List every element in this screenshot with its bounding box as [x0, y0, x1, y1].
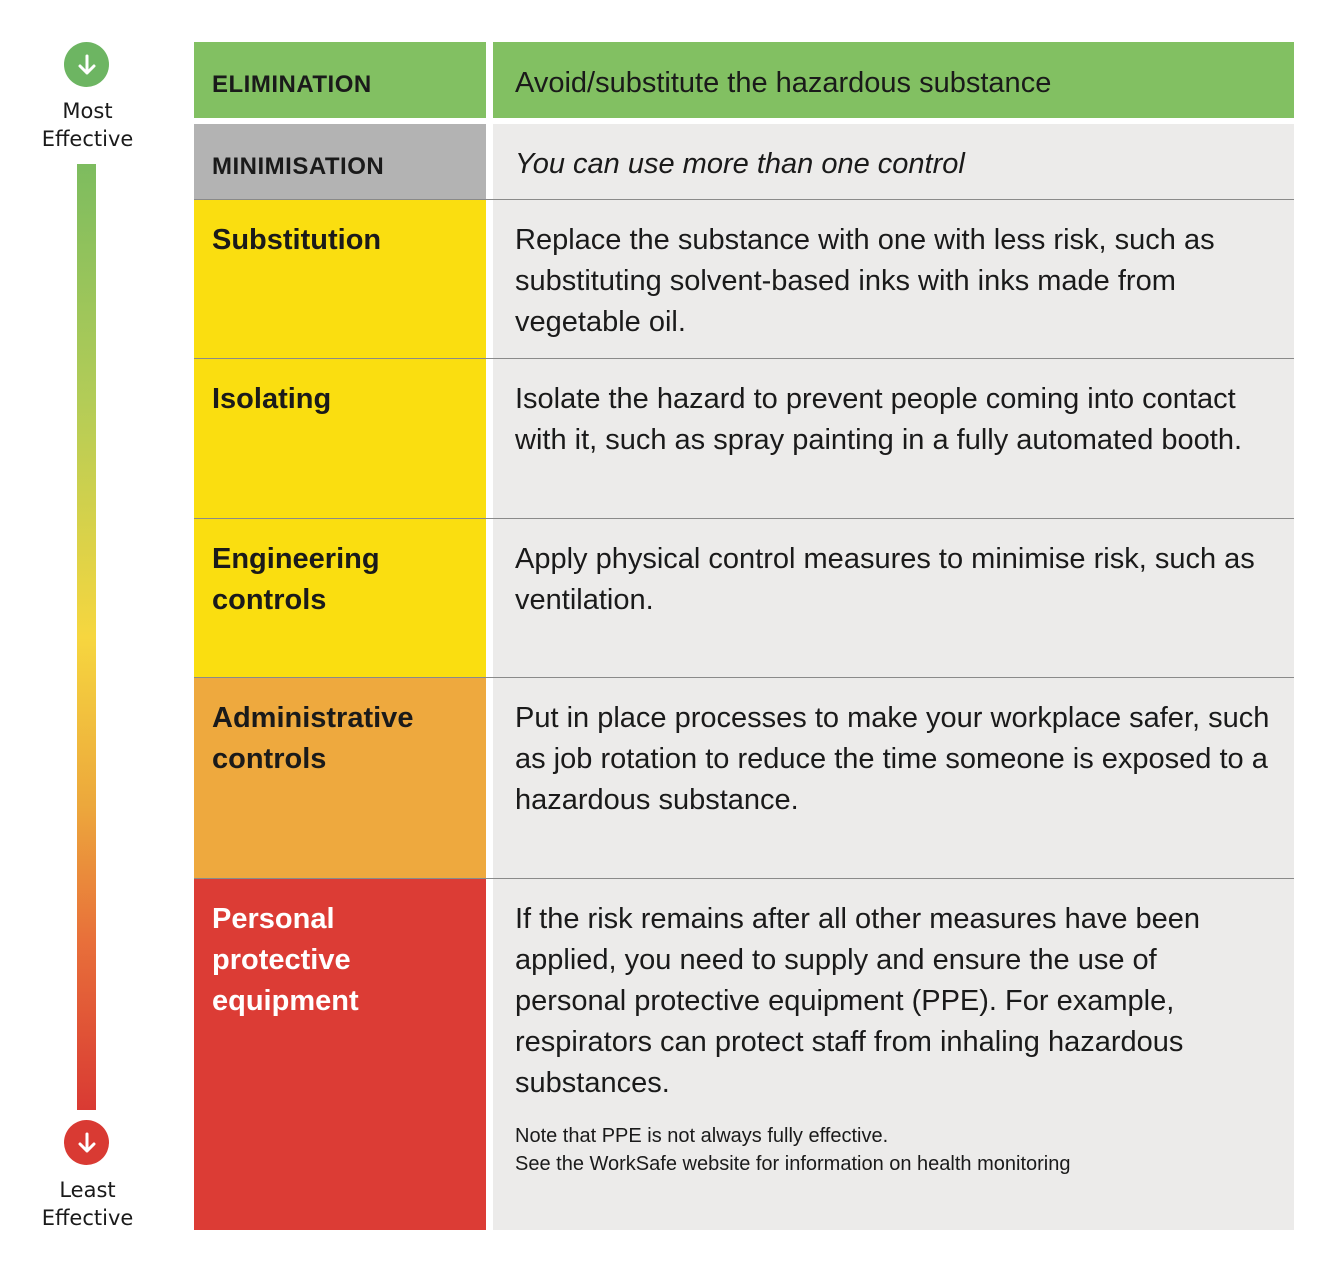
ppe-text: If the risk remains after all other measures have been applied, you need to supply and ensure the use of personal protective equipment (PPE). For example, respirators can protect staff from inhaling hazardous substances. [515, 903, 1201, 1099]
isolating-label: Isolating [194, 359, 486, 518]
ppe-note-line1: Note that PPE is not always fully effective. [515, 1125, 889, 1147]
most-label-line2: Effective [41, 127, 134, 151]
least-effective-arrow-icon [64, 1120, 109, 1165]
substitution-label: Substitution [194, 200, 486, 358]
row-engineering-controls [194, 519, 1294, 677]
ppe-note-line2: See the WorkSafe website for information on health monitoring [515, 1153, 1071, 1175]
row-minimisation [194, 124, 1294, 200]
effectiveness-gradient-bar [77, 164, 96, 1110]
row-administrative-controls [194, 678, 1294, 878]
least-effective-label [0, 1176, 175, 1232]
elimination-text: Avoid/substitute the hazardous substance [493, 42, 1294, 118]
administrative-controls-label: Administrative controls [194, 678, 486, 878]
administrative-controls-text: Put in place processes to make your workplace safer, such as job rotation to reduce the time someone is exposed to a hazardous substance. [493, 678, 1294, 878]
engineering-controls-label: Engineering controls [194, 519, 486, 677]
row-personal-protective-equipment [194, 879, 1294, 1230]
least-label-line1: Least [59, 1178, 116, 1202]
row-isolating [194, 359, 1294, 518]
most-effective-label [0, 97, 175, 153]
most-effective-arrow-icon [64, 42, 109, 87]
ppe-label: Personal protective equipment [194, 879, 486, 1230]
substitution-text: Replace the substance with one with less risk, such as substituting solvent-based inks with inks made from vegetable oil. [493, 200, 1294, 358]
ppe-note [515, 1122, 1272, 1178]
engineering-controls-text: Apply physical control measures to minimise risk, such as ventilation. [493, 519, 1294, 677]
effectiveness-scale [0, 0, 175, 1272]
minimisation-label: MINIMISATION [194, 124, 486, 200]
ppe-cell [493, 879, 1294, 1230]
minimisation-text: You can use more than one control [493, 124, 1294, 200]
row-elimination [194, 42, 1294, 118]
least-label-line2: Effective [41, 1206, 134, 1230]
most-label-line1: Most [62, 99, 113, 123]
elimination-label: ELIMINATION [194, 42, 486, 118]
isolating-text: Isolate the hazard to prevent people coming into contact with it, such as spray painting in a fully automated booth. [493, 359, 1294, 518]
row-substitution [194, 200, 1294, 358]
